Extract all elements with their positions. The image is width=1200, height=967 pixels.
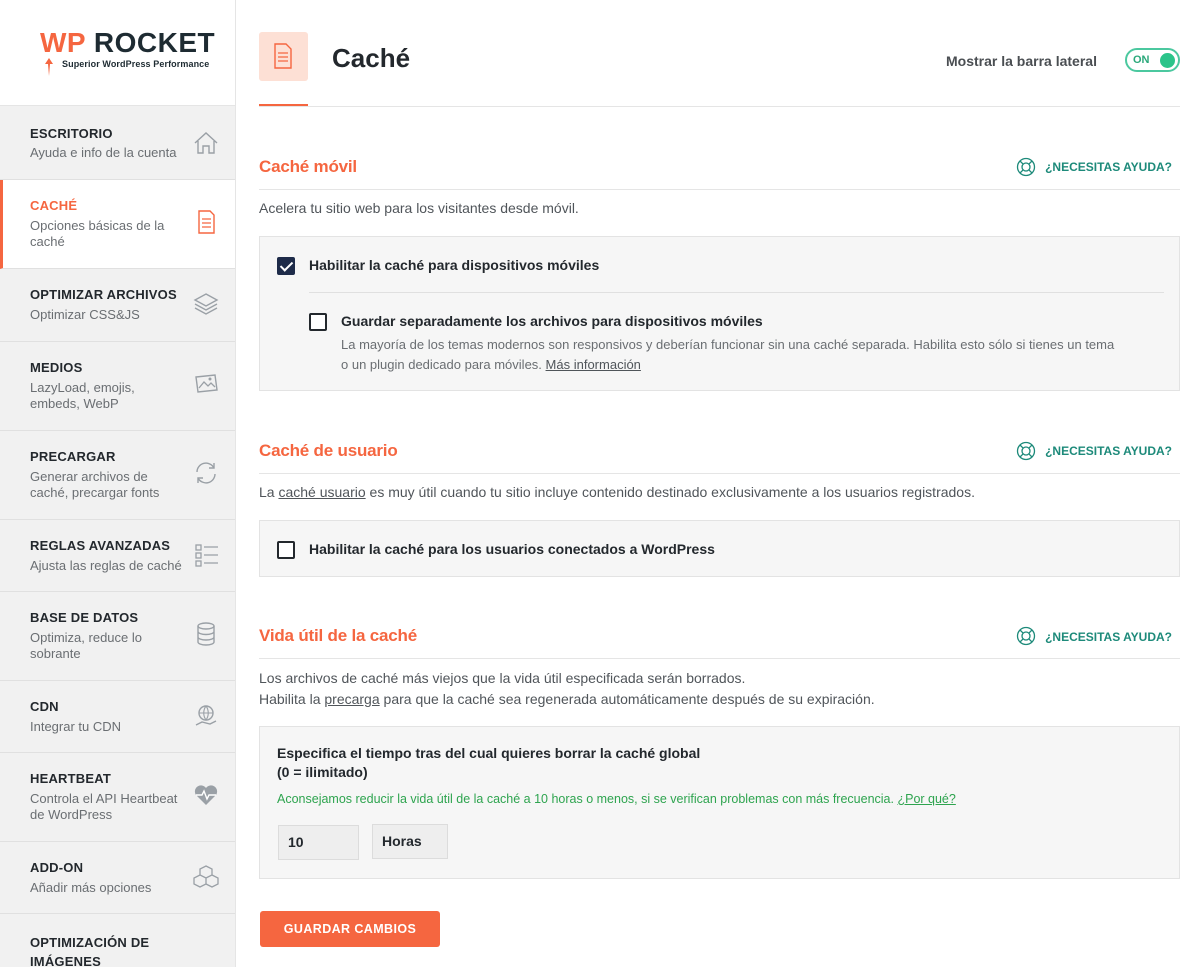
sidebar-toggle-label: Mostrar la barra lateral: [946, 53, 1097, 69]
sidebar-item-heartbeat[interactable]: [0, 753, 235, 842]
section-divider: [259, 473, 1180, 474]
wp-rocket-logo[interactable]: [0, 0, 235, 106]
save-changes-button[interactable]: GUARDAR CAMBIOS: [260, 911, 440, 947]
cubes-icon: [193, 864, 219, 890]
document-icon: [272, 43, 294, 69]
lifespan-options-box: [259, 726, 1180, 879]
refresh-icon: [193, 460, 219, 486]
mobile-cache-options-box: [259, 236, 1180, 391]
enable-user-cache-label[interactable]: Habilitar la caché para los usuarios conectados a WordPress: [309, 541, 715, 557]
sidebar-item-medios[interactable]: [0, 342, 235, 431]
sidebar-item-desc: Controla el API Heartbeat de WordPress: [30, 791, 178, 822]
sidebar-item-cache[interactable]: [0, 180, 235, 269]
help-link-mobile-cache[interactable]: ¿NECESITAS AYUDA?: [1045, 160, 1172, 174]
layers-icon: [193, 291, 219, 317]
lifespan-field-label: Especifica el tiempo tras del cual quieres borrar la caché global (0 = ilimitado): [277, 745, 701, 780]
list-icon: [194, 542, 220, 568]
sidebar-item-optimizar-archivos[interactable]: [0, 269, 235, 342]
sidebar: [0, 0, 236, 967]
sidebar-item-title: ADD-ON: [30, 860, 84, 875]
lifespan-value-input[interactable]: 10: [278, 825, 359, 860]
sidebar-item-title: MEDIOS: [30, 360, 83, 375]
section-title-user-cache: Caché de usuario: [259, 441, 398, 460]
sidebar-item-desc: Añadir más opciones: [30, 880, 152, 895]
sidebar-item-desc: Opciones básicas de la caché: [30, 218, 165, 249]
separate-mobile-cache-checkbox[interactable]: [309, 313, 327, 331]
header-divider: [259, 106, 1180, 107]
separate-mobile-cache-label[interactable]: Guardar separadamente los archivos para dispositivos móviles: [341, 313, 763, 329]
lifespan-advice: Aconsejamos reducir la vida útil de la caché a 10 horas o menos, si se verifican problemas con más frecuencia. ¿Por qué?: [277, 792, 956, 806]
lifebuoy-icon: [1016, 157, 1036, 177]
globe-hand-icon: [193, 703, 219, 729]
sidebar-item-desc: Integrar tu CDN: [30, 719, 122, 734]
sidebar-item-title: OPTIMIZACIÓN DE IMÁGENES: [30, 935, 150, 967]
enable-mobile-cache-checkbox[interactable]: [277, 257, 295, 275]
section-title-mobile-cache: Caché móvil: [259, 157, 357, 176]
sidebar-item-desc: Generar archivos de caché, precargar fonts: [30, 469, 160, 500]
more-info-link[interactable]: Más información: [545, 356, 641, 372]
image-icon: [193, 371, 219, 397]
separate-mobile-cache-desc: La mayoría de los temas modernos son responsivos y deberían funcionar sin una caché separada. Habilita esto sólo si tienes un tema o un plugin dedicado para móviles. Más información: [341, 337, 1115, 372]
sidebar-item-desc: Ayuda e info de la cuenta: [30, 145, 177, 160]
lifebuoy-icon: [1016, 626, 1036, 646]
sidebar-item-desc: Optimizar CSS&JS: [30, 307, 140, 322]
sidebar-item-add-on[interactable]: [0, 842, 235, 914]
sidebar-item-reglas-avanzadas[interactable]: [0, 520, 235, 592]
sidebar-item-title: ESCRITORIO: [30, 126, 113, 141]
section-desc-lifespan: Los archivos de caché más viejos que la vida útil especificada serán borrados. Habilita la precarga para que la caché sea regenerada automáticamente después de su expiración.: [259, 670, 875, 707]
lifespan-unit-select[interactable]: Horas: [372, 824, 448, 859]
why-link[interactable]: ¿Por qué?: [897, 792, 956, 806]
sidebar-item-title: OPTIMIZAR ARCHIVOS: [30, 287, 177, 302]
sidebar-item-precargar[interactable]: [0, 431, 235, 520]
sidebar-item-escritorio[interactable]: [0, 107, 235, 180]
sidebar-item-title: HEARTBEAT: [30, 771, 111, 786]
rocket-flame-icon: [44, 58, 54, 76]
help-link-user-cache[interactable]: ¿NECESITAS AYUDA?: [1045, 444, 1172, 458]
main-content: [259, 0, 1180, 967]
user-cache-options-box: [259, 520, 1180, 577]
sidebar-item-desc: Optimiza, reduce lo sobrante: [30, 630, 142, 661]
sidebar-item-title: BASE DE DATOS: [30, 610, 139, 625]
sidebar-item-title: CDN: [30, 699, 59, 714]
section-title-lifespan: Vida útil de la caché: [259, 626, 417, 645]
sidebar-item-desc: LazyLoad, emojis, embeds, WebP: [30, 380, 135, 411]
sidebar-toggle[interactable]: [1125, 48, 1180, 72]
toggle-state-text: ON: [1133, 54, 1150, 66]
section-desc-mobile-cache: Acelera tu sitio web para los visitantes desde móvil.: [259, 200, 579, 216]
database-icon: [193, 621, 219, 647]
home-icon: [193, 130, 219, 156]
enable-mobile-cache-label[interactable]: Habilitar la caché para dispositivos móviles: [309, 257, 600, 273]
help-link-lifespan[interactable]: ¿NECESITAS AYUDA?: [1045, 630, 1172, 644]
section-divider: [259, 189, 1180, 190]
enable-user-cache-checkbox[interactable]: [277, 541, 295, 559]
logo-wordmark: WP ROCKET: [40, 27, 216, 58]
preload-link[interactable]: precarga: [324, 691, 380, 707]
sidebar-item-base-de-datos[interactable]: [0, 592, 235, 681]
toggle-knob: [1160, 53, 1175, 68]
sidebar-item-cdn[interactable]: [0, 681, 235, 753]
section-divider: [259, 658, 1180, 659]
sidebar-item-title: REGLAS AVANZADAS: [30, 538, 171, 553]
document-icon: [193, 209, 219, 235]
logo-tagline: Superior WordPress Performance: [62, 59, 210, 69]
sidebar-item-title: CACHÉ: [30, 198, 78, 213]
heartbeat-icon: [193, 782, 219, 808]
user-cache-link[interactable]: caché usuario: [278, 484, 366, 500]
lifebuoy-icon: [1016, 441, 1036, 461]
sidebar-item-optimizacion-imagenes[interactable]: [0, 914, 235, 967]
sidebar-item-desc: Ajusta las reglas de caché: [30, 558, 182, 573]
sidebar-item-title: PRECARGAR: [30, 449, 116, 464]
section-desc-user-cache: La caché usuario es muy útil cuando tu sitio incluye contenido destinado exclusivamente a los usuarios registrados.: [259, 484, 975, 500]
page-icon: [259, 32, 308, 81]
option-divider: [309, 292, 1164, 293]
page-title: Caché: [332, 43, 411, 73]
